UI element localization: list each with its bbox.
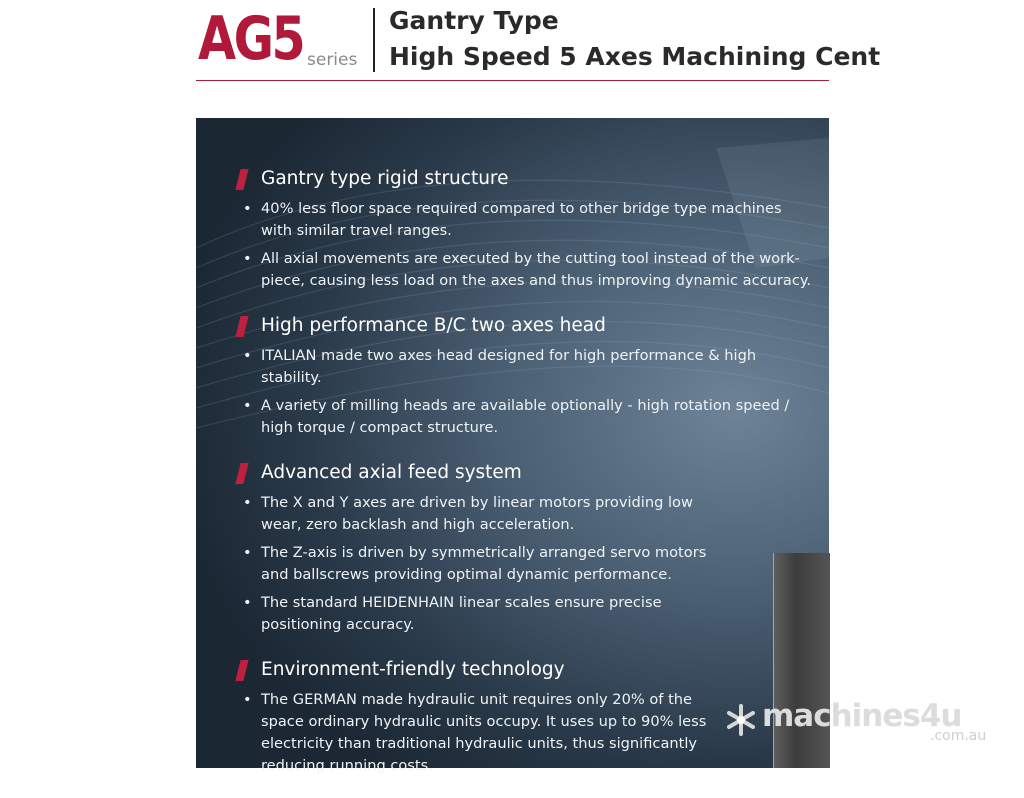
bullet-item: • All axial movements are executed by the cutting tool instead of the work-piece, causing less load on the axes and thus improving dynamic accuracy. (243, 250, 812, 289)
bullet-item: • The standard HEIDENHAIN linear scales ensure precise positioning accuracy. (243, 594, 662, 633)
watermark-domain: .com.au (930, 728, 987, 744)
header (196, 0, 881, 81)
red-slash-marker (235, 660, 248, 681)
bullet-item: • The GERMAN made hydraulic unit requires only 20% of the space ordinary hydraulic units occupy. It uses up to 90% less electricity than traditional hydraulic units, thus significantly reducing running costs. (243, 691, 707, 774)
feature-panel (196, 118, 829, 774)
title-line-2: High Speed 5 Axes Machining Cent (389, 42, 881, 71)
bullet-item: • A variety of milling heads are available optionally - high rotation speed / high torque / compact structure. (243, 397, 790, 436)
section-title: Advanced axial feed system (236, 460, 816, 486)
red-slash-marker (235, 463, 248, 484)
brand-model: AG5 (198, 4, 304, 74)
bullet-item: • ITALIAN made two axes head designed for high performance & high stability. (243, 347, 757, 386)
red-slash-marker (235, 316, 248, 337)
section-head (236, 313, 816, 439)
title-line-1: Gantry Type (389, 6, 559, 35)
snowflake-icon (724, 703, 758, 737)
bullet-item: • The X and Y axes are driven by linear motors providing low wear, zero backlash and high acceleration. (243, 494, 693, 533)
section-title: Gantry type rigid structure (236, 166, 816, 192)
section-title: High performance B/C two axes head (236, 313, 816, 339)
header-divider (373, 8, 375, 72)
section-title: Environment-friendly technology (236, 657, 816, 683)
bullet-item: • 40% less floor space required compared to other bridge type machines with similar travel ranges. (243, 200, 782, 239)
watermark-text: machines4u (762, 698, 962, 734)
red-slash-marker (235, 169, 248, 190)
bullet-item: • The Z-axis is driven by symmetrically arranged servo motors and ballscrews providing optimal dynamic performance. (243, 544, 707, 583)
section-feed (236, 460, 816, 636)
watermark-logo (724, 700, 994, 744)
section-gantry (236, 166, 816, 292)
brand-series-label: series (307, 50, 358, 70)
